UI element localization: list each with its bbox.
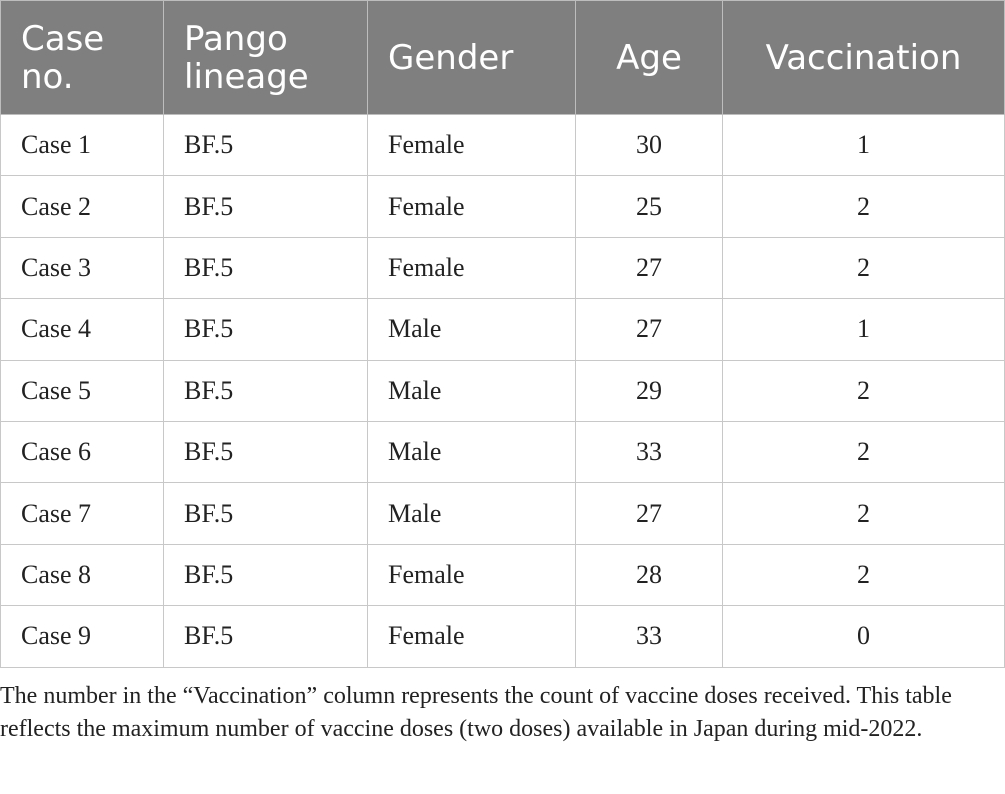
- cell-case: Case 6: [1, 421, 164, 482]
- cell-lineage: BF.5: [164, 544, 368, 605]
- cell-case: Case 1: [1, 115, 164, 176]
- cell-vaccination: 2: [723, 421, 1005, 482]
- cell-vaccination: 2: [723, 483, 1005, 544]
- cell-vaccination: 2: [723, 360, 1005, 421]
- cell-age: 33: [576, 421, 723, 482]
- table-footnote: The number in the “Vaccination” column represents the count of vaccine doses received. This table reflects the maximum number of vaccine doses (two doses) available in Japan during mid-2022.: [0, 683, 952, 742]
- cell-lineage: BF.5: [164, 299, 368, 360]
- cell-case: Case 8: [1, 544, 164, 605]
- cell-lineage: BF.5: [164, 176, 368, 237]
- table-row: [1, 483, 1005, 544]
- cell-gender: Female: [368, 237, 576, 298]
- header-case-no-line2: no.: [21, 56, 74, 97]
- cell-gender: Female: [368, 176, 576, 237]
- cell-lineage: BF.5: [164, 483, 368, 544]
- cell-age: 33: [576, 606, 723, 667]
- header-vaccination: Vaccination: [723, 1, 1005, 115]
- header-pango-lineage-line1: Pango: [184, 18, 288, 59]
- cell-age: 29: [576, 360, 723, 421]
- cell-age: 30: [576, 115, 723, 176]
- cell-lineage: BF.5: [164, 606, 368, 667]
- cell-age: 25: [576, 176, 723, 237]
- cell-case: Case 7: [1, 483, 164, 544]
- cell-lineage: BF.5: [164, 360, 368, 421]
- cell-gender: Male: [368, 421, 576, 482]
- cell-gender: Female: [368, 544, 576, 605]
- cell-vaccination: 2: [723, 237, 1005, 298]
- cell-lineage: BF.5: [164, 421, 368, 482]
- cell-age: 27: [576, 237, 723, 298]
- cell-gender: Male: [368, 483, 576, 544]
- table-row: [1, 421, 1005, 482]
- table-row: [1, 606, 1005, 667]
- table-row: [1, 299, 1005, 360]
- cell-gender: Male: [368, 299, 576, 360]
- header-gender: Gender: [368, 1, 576, 115]
- cell-vaccination: 1: [723, 299, 1005, 360]
- header-pango-lineage: [164, 1, 368, 115]
- header-row: [1, 1, 1005, 115]
- cell-lineage: BF.5: [164, 237, 368, 298]
- cell-case: Case 3: [1, 237, 164, 298]
- table-row: [1, 115, 1005, 176]
- cell-gender: Female: [368, 606, 576, 667]
- header-pango-lineage-line2: lineage: [184, 56, 309, 97]
- cell-case: Case 2: [1, 176, 164, 237]
- cell-vaccination: 2: [723, 544, 1005, 605]
- cell-vaccination: 2: [723, 176, 1005, 237]
- header-case-no-line1: Case: [21, 18, 105, 59]
- cell-lineage: BF.5: [164, 115, 368, 176]
- table-row: [1, 544, 1005, 605]
- table-header: [1, 1, 1005, 115]
- cell-age: 27: [576, 299, 723, 360]
- table-row: [1, 176, 1005, 237]
- cell-case: Case 4: [1, 299, 164, 360]
- cell-age: 28: [576, 544, 723, 605]
- cell-vaccination: 1: [723, 115, 1005, 176]
- table-row: [1, 237, 1005, 298]
- cell-vaccination: 0: [723, 606, 1005, 667]
- header-case-no: [1, 1, 164, 115]
- cell-case: Case 5: [1, 360, 164, 421]
- table-body: [1, 115, 1005, 668]
- cell-age: 27: [576, 483, 723, 544]
- header-age: Age: [576, 1, 723, 115]
- cell-gender: Male: [368, 360, 576, 421]
- table-row: [1, 360, 1005, 421]
- cell-gender: Female: [368, 115, 576, 176]
- cell-case: Case 9: [1, 606, 164, 667]
